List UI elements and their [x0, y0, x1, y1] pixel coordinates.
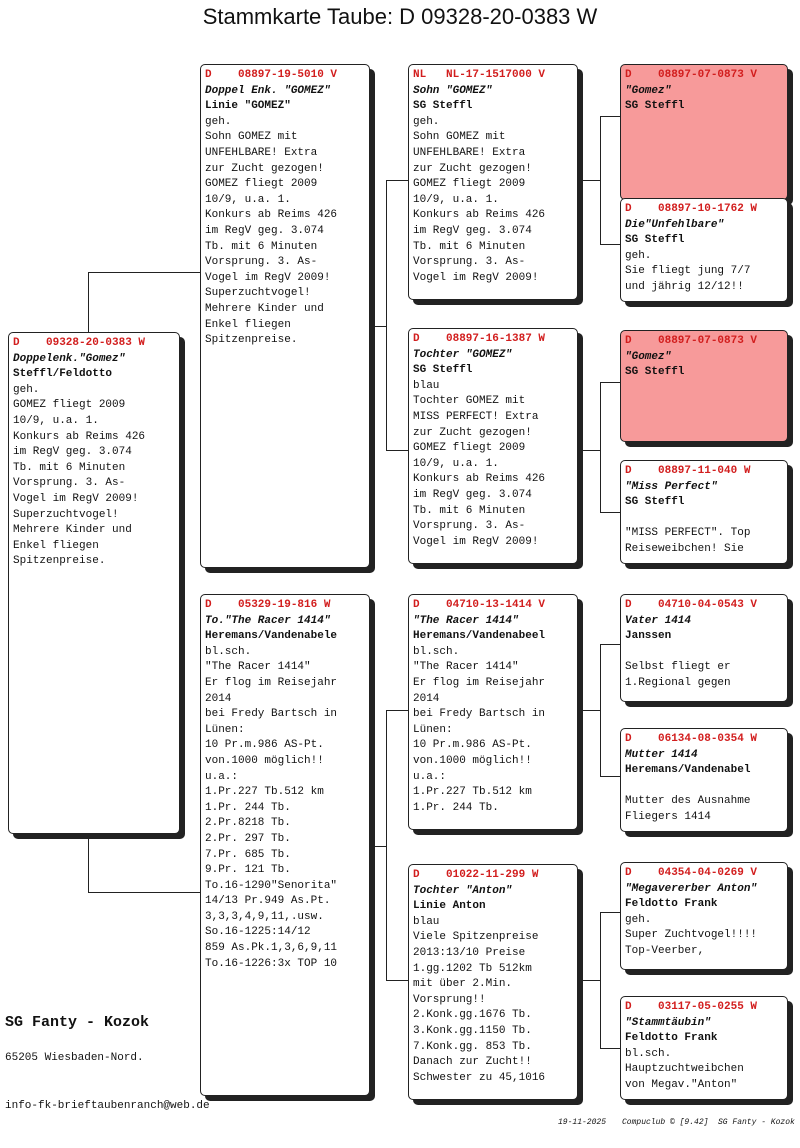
pigeon-card-great-grandmother-4[interactable]	[620, 996, 788, 1100]
description-line: Tb. mit 6 Minuten	[13, 461, 126, 474]
ring-number: D 08897-16-1387 W	[413, 333, 546, 345]
description-line: bl.sch.	[625, 1047, 672, 1060]
description-line: 7.Pr. 685 Tb.	[205, 848, 291, 861]
pigeon-description	[625, 511, 783, 558]
connector	[600, 1048, 620, 1049]
breeder: SG Steffl	[413, 364, 473, 377]
ring-number: D 08897-07-0873 V	[625, 335, 758, 347]
pigeon-name: Doppel Enk. "GOMEZ"	[205, 84, 331, 97]
description-line: blau	[413, 379, 440, 392]
description-line: GOMEZ fliegt 2009	[413, 442, 526, 455]
description-line: 3,3,3,4,9,11,.usw.	[205, 910, 324, 923]
ring-number: D 01022-11-299 W	[413, 869, 539, 881]
description-line: von Megav."Anton"	[625, 1078, 738, 1091]
description-line: GOMEZ fliegt 2009	[13, 399, 126, 412]
description-line: 1.Pr.227 Tb.512 km	[413, 786, 532, 799]
description-line: 2014	[413, 692, 440, 705]
description-line: geh.	[413, 115, 440, 128]
pigeon-description	[413, 379, 573, 551]
description-line: Viele Spitzenpreise	[413, 931, 539, 944]
breeder: Feldotto Frank	[625, 1032, 718, 1045]
connector	[578, 450, 600, 451]
breeder: Janssen	[625, 630, 672, 643]
connector	[386, 180, 387, 450]
pigeon-card-great-grandmother-1[interactable]	[620, 198, 788, 302]
connector	[600, 382, 620, 383]
pigeon-card-great-grandfather-3[interactable]	[620, 594, 788, 702]
connector	[600, 116, 601, 244]
connector	[578, 980, 600, 981]
pigeon-card-subject[interactable]	[8, 332, 180, 834]
description-line: 1.Pr. 244 Tb.	[205, 801, 291, 814]
pigeon-card-great-grandmother-3[interactable]	[620, 728, 788, 832]
pigeon-name: Doppelenk."Gomez"	[13, 352, 126, 365]
ring-number: D 04710-13-1414 V	[413, 599, 546, 611]
connector	[600, 244, 620, 245]
description-line: Konkurs ab Reims 426	[413, 209, 546, 222]
pigeon-card-great-grandfather-4[interactable]	[620, 862, 788, 970]
description-line: Sie fliegt jung 7/7	[625, 265, 751, 278]
ring-number: D 06134-08-0354 W	[625, 733, 758, 745]
description-line: geh.	[625, 913, 652, 926]
pigeon-name: Tochter "Anton"	[413, 884, 513, 897]
connector	[600, 912, 601, 1048]
breeder: Linie Anton	[413, 900, 486, 913]
description-line: Mutter des Ausnahme	[625, 795, 751, 808]
description-line: 859 As.Pk.1,3,6,9,11	[205, 942, 338, 955]
description-line: Mehrere Kinder und	[13, 524, 132, 537]
description-line: bl.sch.	[413, 645, 460, 658]
description-line: "The Racer 1414"	[413, 661, 519, 674]
description-line: Top-Veerber,	[625, 944, 705, 957]
description-line: MISS PERFECT! Extra	[413, 410, 539, 423]
description-line: 2.Konk.gg.1676 Tb.	[413, 1009, 532, 1022]
description-line: u.a.:	[413, 770, 447, 783]
description-line: von.1000 möglich!!	[205, 754, 324, 767]
description-line: 10/9, u.a. 1.	[13, 414, 99, 427]
pigeon-card-paternal-grandmother[interactable]	[408, 328, 578, 564]
ring-number: NL NL-17-1517000 V	[413, 69, 546, 81]
breeder: Feldotto Frank	[625, 898, 718, 911]
pigeon-description	[205, 115, 365, 349]
pigeon-card-great-grandfather-2[interactable]	[620, 330, 788, 442]
description-line: Vorsprung. 3. As-	[413, 520, 526, 533]
description-line: bei Fredy Bartsch in	[413, 708, 546, 721]
description-line: Er flog im Reisejahr	[413, 676, 546, 689]
breeder: Heremans/Vandenabeel	[413, 630, 546, 643]
connector	[600, 776, 620, 777]
description-line: Vogel im RegV 2009!	[13, 492, 139, 505]
connector	[578, 180, 600, 181]
pigeon-name: "Stammtäubin"	[625, 1016, 711, 1029]
description-line: 10/9, u.a. 1.	[205, 193, 291, 206]
description-line: Sohn GOMEZ mit	[413, 131, 506, 144]
description-line: Enkel fliegen	[205, 318, 291, 331]
description-line: Superzuchtvogel!	[13, 508, 119, 521]
description-line: Enkel fliegen	[13, 539, 99, 552]
connector	[370, 846, 386, 847]
description-line: im RegV geg. 3.074	[205, 224, 324, 237]
pigeon-name: Sohn "GOMEZ"	[413, 84, 493, 97]
description-line: von.1000 möglich!!	[413, 754, 532, 767]
description-line: Tb. mit 6 Minuten	[413, 240, 526, 253]
description-line	[625, 511, 783, 527]
ring-number: D 09328-20-0383 W	[13, 337, 146, 349]
description-line: To.16-1290"Senorita"	[205, 879, 338, 892]
description-line: Vorsprung. 3. As-	[413, 256, 526, 269]
description-line: bl.sch.	[205, 645, 252, 658]
description-line: 2.Pr.8218 Tb.	[205, 817, 291, 830]
description-line: 3.Konk.gg.1150 Tb.	[413, 1024, 532, 1037]
breeder: SG Steffl	[625, 366, 685, 379]
connector	[386, 710, 408, 711]
pigeon-card-paternal-grandfather[interactable]	[408, 64, 578, 300]
pigeon-name: Mutter 1414	[625, 748, 698, 761]
description-line: und jährig 12/12!!	[625, 280, 744, 293]
page-title: Stammkarte Taube: D 09328-20-0383 W	[202, 4, 598, 29]
footer-app: Compuclub © [9.42]	[622, 1118, 709, 1127]
description-line: Vorsprung. 3. As-	[205, 256, 318, 269]
description-line: bei Fredy Bartsch in	[205, 708, 338, 721]
description-line: Mehrere Kinder und	[205, 302, 324, 315]
footer-date: 19-11-2025	[558, 1118, 607, 1127]
loft-email[interactable]: info-fk-brieftaubenranch@web.de	[5, 1100, 210, 1112]
breeder: SG Steffl	[413, 100, 473, 113]
description-line: Er flog im Reisejahr	[205, 676, 338, 689]
pigeon-name: Vater 1414	[625, 614, 692, 627]
pigeon-card-father[interactable]	[200, 64, 370, 568]
pigeon-name: Die"Unfehlbare"	[625, 218, 725, 231]
description-line: 2.Pr. 297 Tb.	[205, 832, 291, 845]
connector	[386, 450, 408, 451]
connector	[88, 272, 200, 273]
pigeon-name: "Megavererber Anton"	[625, 882, 758, 895]
description-line	[625, 779, 783, 795]
breeder: Heremans/Vandenabele	[205, 630, 338, 643]
description-line: u.a.:	[205, 770, 239, 783]
description-line: zur Zucht gezogen!	[413, 426, 532, 439]
connector	[600, 512, 620, 513]
pigeon-description	[13, 383, 175, 570]
pigeon-description	[625, 1047, 783, 1094]
connector	[88, 834, 89, 892]
description-line: Vogel im RegV 2009!	[413, 271, 539, 284]
description-line: Selbst fliegt er	[625, 661, 731, 674]
description-line: GOMEZ fliegt 2009	[413, 178, 526, 191]
pigeon-card-maternal-grandfather[interactable]	[408, 594, 578, 830]
description-line: 10/9, u.a. 1.	[413, 457, 499, 470]
pigeon-description	[413, 915, 573, 1087]
ring-number: D 08897-19-5010 V	[205, 69, 338, 81]
pigeon-name: "Gomez"	[625, 350, 672, 363]
connector	[600, 912, 620, 913]
breeder: SG Steffl	[625, 234, 685, 247]
description-line: Konkurs ab Reims 426	[13, 430, 146, 443]
description-line: Tochter GOMEZ mit	[413, 395, 526, 408]
pigeon-card-great-grandmother-2[interactable]	[620, 460, 788, 564]
description-line: 7.Konk.gg. 853 Tb.	[413, 1040, 532, 1053]
description-line: Konkurs ab Reims 426	[413, 473, 546, 486]
breeder: SG Steffl	[625, 496, 685, 509]
connector	[600, 644, 620, 645]
description-line: 10 Pr.m.986 AS-Pt.	[205, 739, 324, 752]
ring-number: D 08897-10-1762 W	[625, 203, 758, 215]
connector	[600, 382, 601, 512]
description-line: mit über 2.Min.	[413, 978, 513, 991]
pigeon-card-mother[interactable]	[200, 594, 370, 1096]
connector	[578, 710, 600, 711]
ring-number: D 04710-04-0543 V	[625, 599, 758, 611]
description-line: 9.Pr. 121 Tb.	[205, 864, 291, 877]
description-line: 14/13 Pr.949 As.Pt.	[205, 895, 331, 908]
connector	[88, 272, 89, 332]
footer-loft: SG Fanty - Kozok	[718, 1118, 795, 1127]
description-line: zur Zucht gezogen!	[413, 162, 532, 175]
pigeon-card-maternal-grandmother[interactable]	[408, 864, 578, 1100]
pigeon-description	[625, 779, 783, 826]
pigeon-name: "Miss Perfect"	[625, 480, 718, 493]
description-line: "The Racer 1414"	[205, 661, 311, 674]
description-line: zur Zucht gezogen!	[205, 162, 324, 175]
description-line: 1.gg.1202 Tb 512km	[413, 962, 532, 975]
description-line: Spitzenpreise.	[205, 334, 298, 347]
description-line: 10/9, u.a. 1.	[413, 193, 499, 206]
connector	[600, 116, 620, 117]
description-line: 2014	[205, 692, 232, 705]
connector	[88, 892, 200, 893]
description-line: Konkurs ab Reims 426	[205, 209, 338, 222]
description-line: Super Zuchtvogel!!!!	[625, 929, 758, 942]
ring-number: D 05329-19-816 W	[205, 599, 331, 611]
connector	[600, 644, 601, 776]
connector	[370, 326, 386, 327]
description-line: Lünen:	[413, 723, 453, 736]
pigeon-description	[625, 645, 783, 692]
description-line: "MISS PERFECT". Top	[625, 527, 751, 540]
description-line: 2013:13/10 Preise	[413, 946, 526, 959]
description-line: geh.	[205, 115, 232, 128]
ring-number: D 04354-04-0269 V	[625, 867, 758, 879]
loft-address: 65205 Wiesbaden-Nord.	[5, 1052, 144, 1064]
connector	[386, 980, 408, 981]
pigeon-description	[205, 645, 365, 972]
description-line: geh.	[13, 383, 40, 396]
description-line: UNFEHLBARE! Extra	[205, 146, 318, 159]
description-line: Schwester zu 45,1016	[413, 1071, 546, 1084]
breeder: SG Steffl	[625, 100, 685, 113]
pigeon-card-great-grandfather-1[interactable]	[620, 64, 788, 200]
pigeon-name: "Gomez"	[625, 84, 672, 97]
pigeon-name: Tochter "GOMEZ"	[413, 348, 513, 361]
pigeon-name: To."The Racer 1414"	[205, 614, 331, 627]
breeder: Heremans/Vandenabel	[625, 764, 751, 777]
pigeon-description	[625, 249, 783, 296]
description-line: blau	[413, 915, 440, 928]
breeder: Linie "GOMEZ"	[205, 100, 291, 113]
loft-name: SG Fanty - Kozok	[5, 1014, 150, 1031]
description-line: 1.Pr.227 Tb.512 km	[205, 786, 324, 799]
description-line: 10 Pr.m.986 AS-Pt.	[413, 739, 532, 752]
ring-number: D 03117-05-0255 W	[625, 1001, 758, 1013]
description-line: Danach zur Zucht!!	[413, 1056, 532, 1069]
description-line: Tb. mit 6 Minuten	[413, 504, 526, 517]
description-line: im RegV geg. 3.074	[413, 224, 532, 237]
description-line: To.16-1226:3x TOP 10	[205, 957, 338, 970]
description-line: UNFEHLBARE! Extra	[413, 146, 526, 159]
description-line: Hauptzuchtweibchen	[625, 1063, 744, 1076]
description-line: geh.	[625, 249, 652, 262]
pigeon-name: "The Racer 1414"	[413, 614, 519, 627]
pigeon-description	[413, 115, 573, 287]
description-line: Vogel im RegV 2009!	[205, 271, 331, 284]
ring-number: D 08897-07-0873 V	[625, 69, 758, 81]
pigeon-description	[413, 645, 573, 817]
description-line: Reiseweibchen! Sie	[625, 542, 744, 555]
breeder: Steffl/Feldotto	[13, 368, 113, 381]
pigeon-description	[625, 913, 783, 960]
description-line: Sohn GOMEZ mit	[205, 131, 298, 144]
description-line: 1.Pr. 244 Tb.	[413, 801, 499, 814]
description-line: im RegV geg. 3.074	[13, 446, 132, 459]
description-line: So.16-1225:14/12	[205, 926, 311, 939]
connector	[386, 180, 408, 181]
description-line: Superzuchtvogel!	[205, 287, 311, 300]
ring-number: D 08897-11-040 W	[625, 465, 751, 477]
description-line: Vorsprung. 3. As-	[13, 477, 126, 490]
description-line	[625, 645, 783, 661]
description-line: Fliegers 1414	[625, 810, 711, 823]
description-line: Vorsprung!!	[413, 993, 486, 1006]
connector	[386, 710, 387, 980]
description-line: Tb. mit 6 Minuten	[205, 240, 318, 253]
description-line: Lünen:	[205, 723, 245, 736]
description-line: GOMEZ fliegt 2009	[205, 178, 318, 191]
description-line: im RegV geg. 3.074	[413, 488, 532, 501]
description-line: 1.Regional gegen	[625, 676, 731, 689]
description-line: Spitzenpreise.	[13, 555, 106, 568]
description-line: Vogel im RegV 2009!	[413, 535, 539, 548]
